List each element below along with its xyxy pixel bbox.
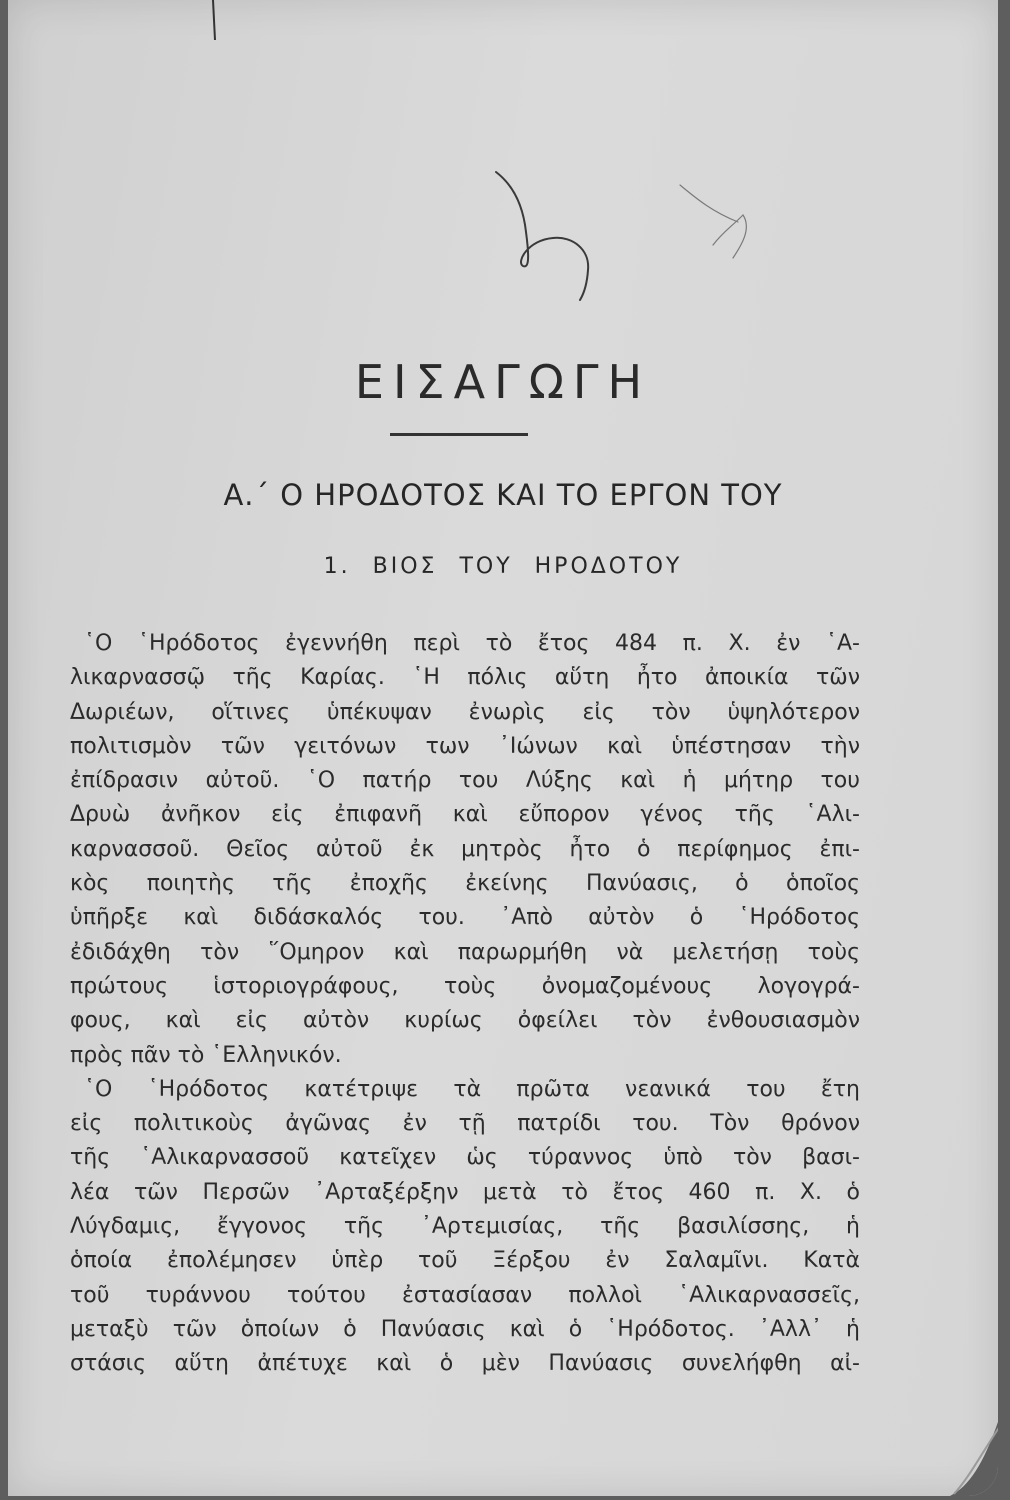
text-line: ἐπίδρασιν αὐτοῦ. ῾Ο πατήρ του Λύξης καὶ ἡ μήτηρ του [70, 768, 860, 794]
text-line: ῾Ο ῾Ηρόδοτος ἐγεννήθη περὶ τὸ ἔτος 484 π. Χ. ἐν ῾Α- [84, 631, 860, 656]
text-line: πρώτους ἱστοριογράφους, τοὺς ὀνομαζομένους λογογρά- [70, 973, 860, 999]
text-line: φους, καὶ εἰς αὐτὸν κυρίως ὀφείλει τὸν ἐνθουσιασμὸν [70, 1008, 860, 1034]
text-line: Δρυὼ ἀνῆκον εἰς ἐπιφανῆ καὶ εὔπορον γένος τῆς ῾Αλι- [70, 802, 860, 828]
title-divider [390, 433, 528, 436]
text-line: λικαρνασσῷ τῆς Καρίας. ῾Η πόλις αὕτη ἦτο ἀποικία τῶν [70, 665, 860, 691]
text-line: πολιτισμὸν τῶν γειτόνων των ᾿Ιώνων καὶ ὑπέστησαν τὴν [70, 733, 860, 759]
body-text [70, 627, 860, 1382]
text-line: τῆς ῾Αλικαρνασσοῦ κατεῖχεν ὡς τύραννος ὑπὸ τὸν βασι- [70, 1145, 860, 1171]
text-line: ὁποία ἐπολέμησεν ὑπὲρ τοῦ Ξέρξου ἐν Σαλαμῖνι. Κατὰ [70, 1248, 860, 1274]
text-line: ὑπῆρξε καὶ διδάσκαλός του. ᾿Απὸ αὐτὸν ὁ ῾Ηρόδοτος [70, 905, 860, 931]
text-line: Δωριέων, οἵτινες ὑπέκυψαν ἐνωρὶς εἰς τὸν ὑψηλότερον [70, 699, 860, 725]
text-line: καρνασσοῦ. Θεῖος αὐτοῦ ἐκ μητρὸς ἦτο ὁ περίφημος ἐπι- [70, 836, 860, 862]
text-line: τοῦ τυράννου τούτου ἐστασίασαν πολλοὶ ῾Αλικαρνασσεῖς, [70, 1282, 860, 1308]
text-line: πρὸς πᾶν τὸ ῾Ελληνικόν. [70, 1042, 342, 1068]
text-line: εἰς πολιτικοὺς ἀγῶνας ἐν τῇ πατρίδι του. Τὸν θρόνον [70, 1111, 860, 1137]
subsection-heading: 1. ΒΙΟΣ ΤΟΥ ΗΡΟΔΟΤΟΥ [323, 554, 683, 579]
text-line: ῾Ο ῾Ηρόδοτος κατέτριψε τὰ πρῶτα νεανικά του ἔτη [84, 1076, 860, 1102]
page-corner-curl [940, 1416, 998, 1496]
book-page [8, 0, 998, 1496]
text-line: μεταξὺ τῶν ὁποίων ὁ Πανύασις καὶ ὁ ῾Ηρόδοτος. ᾿Αλλ᾿ ἡ [70, 1316, 860, 1342]
text-line: Λύγδαμις, ἔγγονος τῆς ᾿Αρτεμισίας, τῆς βασιλίσσης, ἡ [70, 1214, 860, 1240]
text-line: στάσις αὕτη ἀπέτυχε καὶ ὁ μὲν Πανύασις συνελήφθη αἰ- [70, 1351, 860, 1377]
text-line: κὸς ποιητὴς τῆς ἐποχῆς ἐκείνης Πανύασις, ὁ ὁποῖος [70, 871, 860, 897]
page-title: ΕΙΣΑΓΩΓΗ [354, 355, 652, 409]
text-line: ἐδιδάχθη τὸν ῞Ομηρον καὶ παρωρμήθη νὰ μελετήσῃ τοὺς [70, 939, 860, 965]
text-line: λέα τῶν Περσῶν ᾿Αρταξέρξην μετὰ τὸ ἔτος 460 π. Χ. ὁ [70, 1179, 860, 1205]
pencil-scribble-mark [8, 0, 998, 320]
section-heading: Α.΄ Ο ΗΡΟΔΟΤΟΣ ΚΑΙ ΤΟ ΕΡΓΟΝ ΤΟΥ [223, 478, 783, 512]
